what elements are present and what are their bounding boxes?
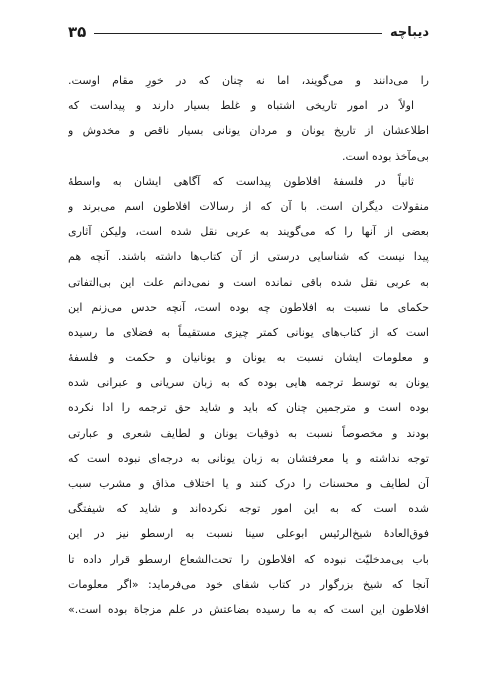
text-line: به عربی نقل شده باقی نمانده است و نمی‌دانم علت این بی‌التفاتی (68, 275, 429, 289)
chapter-title: دیباچه (390, 24, 429, 40)
text-line: فوق‌العادهٔ شیخ‌الرئیس ابوعلی سینا نسبت به ارسطو نیز در این (68, 527, 429, 541)
text-line: آنجا که شیخ بزرگوار در کتاب شفای خود می‌فرماید: «اگر معلومات (68, 577, 429, 591)
text-line: باب بی‌مدخلیّت نبوده که افلاطون را تحت‌الشعاع ارسطو قرار داده تا (68, 552, 429, 566)
text-line: را می‌دانند و می‌گویند، اما نه چنان که در خورِ مقام اوست. (68, 74, 429, 87)
page-number: ۳۵ (68, 23, 87, 41)
text-line: اولاً در امور تاریخی اشتباه و غلط بسیار دارند و پیداست که (68, 99, 414, 113)
text-line: است که از کتاب‌های یونانی کمتر چیزی مستقیماً به فضلای ما رسیده (68, 325, 429, 339)
text-line: و معلومات ایشان نسبت به یونان و یونانیان و حکمت و فلسفهٔ (68, 351, 429, 365)
text-line: آن لطایف و محسنات را درک کنند و یا اختلاف مذاق و مشرب سبب (68, 477, 429, 490)
text-line: اطلاعشان از تاریخ یونان و مردان یونانی بسیار ناقص و مخدوش و (68, 124, 429, 138)
text-line: توجه نداشته و یا معرفتشان به زبان یونانی به درجه‌ای نبوده است که (68, 451, 429, 465)
text-line: ثانیاً در فلسفهٔ افلاطون پیداست که آگاهی ایشان به واسطهٔ (68, 174, 414, 188)
text-line: افلاطون این است که به ما رسیده بضاعتش در علم مزجاة بوده است.» (68, 602, 429, 616)
text-line: بعضی از آنها را که می‌گویند به عربی نقل شده است، ولیکن آثاری (68, 225, 429, 239)
text-line: شده است که به این امور توجه نکرده‌اند و شاید که شیفتگی (68, 502, 429, 516)
body-text (68, 68, 429, 622)
text-line: یونان به توسط ترجمه هایی بوده که به زبان سریانی و عبرانی شده (68, 376, 429, 390)
header-rule (94, 33, 382, 34)
text-line: بوده است و مترجمین چنان که باید و شاید حق ترجمه را ادا نکرده (68, 401, 429, 415)
text-line: منقولات دیگران است. با آن که از رسالات افلاطون اسم می‌برند و (68, 199, 429, 213)
text-line: بی‌مآخذ بوده است. (341, 149, 429, 163)
running-header (68, 22, 429, 42)
text-line: حکمای ما نسبت به افلاطون چه بوده است، آنچه حدس می‌زنم این (68, 300, 429, 314)
text-line: پیدا نیست که شناسایی درستی از آن کتاب‌ها داشته باشند. آنچه هم (68, 250, 429, 264)
text-line: بودند و مخصوصاً نسبت به ذوقیات یونان و لطایف شعری و عبارتی (68, 426, 429, 440)
